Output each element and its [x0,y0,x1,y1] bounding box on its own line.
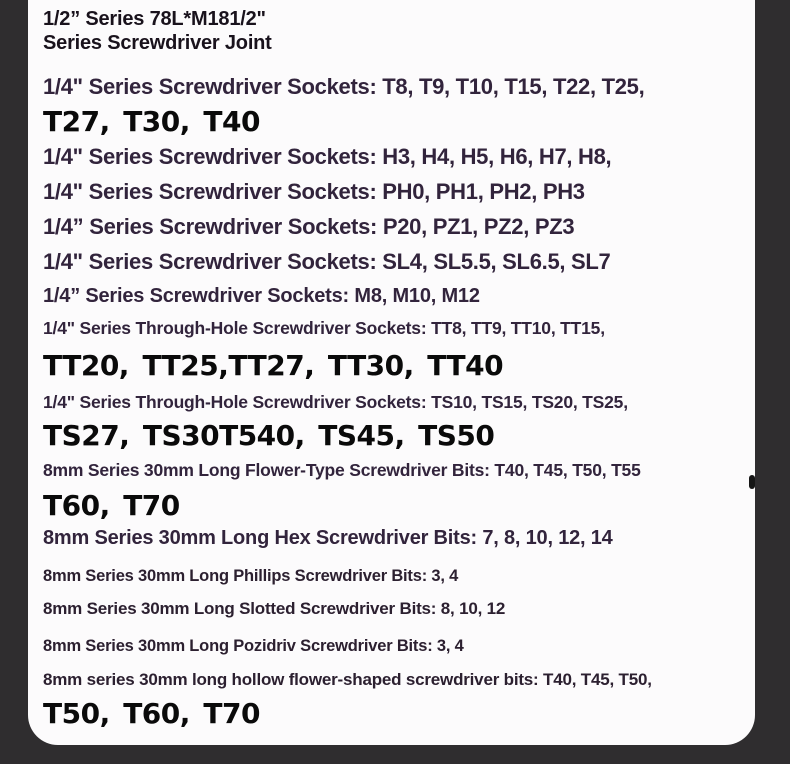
scrollbar-thumb[interactable] [749,475,755,489]
product-title-line-1: 1/2” Series 78L*M181/2" [43,8,266,30]
spec-line-hollow-flower-bits: 8mm series 30mm long hollow flower-shaped screwdriver bits: T40, T45, T50, [43,670,652,689]
spec-line-hollow-flower-sizes: T50, T60, T70 [43,697,260,730]
spec-line-m-sockets: 1/4” Series Screwdriver Sockets: M8, M10, M12 [43,285,480,307]
spec-line-slotted-bits: 8mm Series 30mm Long Slotted Screwdriver Bits: 8, 10, 12 [43,599,506,618]
spec-line-flower-sizes: T60, T70 [43,489,180,522]
spec-line-through-hole-tt: 1/4" Series Through-Hole Screwdriver Sockets: TT8, TT9, TT10, TT15, [43,318,605,338]
spec-line-pz-sockets: 1/4” Series Screwdriver Sockets: P20, PZ1, PZ2, PZ3 [43,214,575,239]
product-title-line-2: Series Screwdriver Joint [43,32,272,54]
spec-line-sl-sockets: 1/4" Series Screwdriver Sockets: SL4, SL5.5, SL6.5, SL7 [43,249,611,274]
spec-list [28,0,755,745]
spec-line-pozidriv-bits: 8mm Series 30mm Long Pozidriv Screwdriver Bits: 3, 4 [43,637,464,655]
spec-line-hex-bits: 8mm Series 30mm Long Hex Screwdriver Bits: 7, 8, 10, 12, 14 [43,527,613,549]
product-description-card [28,0,755,745]
spec-line-phillips-bits: 8mm Series 30mm Long Phillips Screwdriver Bits: 3, 4 [43,567,459,585]
spec-line-ph-sockets: 1/4" Series Screwdriver Sockets: PH0, PH1, PH2, PH3 [43,179,585,204]
spec-line-ts-sizes: TS27, TS30T540, TS45, TS50 [43,419,495,452]
spec-line-hex-sockets: 1/4" Series Screwdriver Sockets: H3, H4, H5, H6, H7, H8, [43,144,612,169]
spec-line-through-hole-ts: 1/4" Series Through-Hole Screwdriver Sockets: TS10, TS15, TS20, TS25, [43,392,628,412]
spec-line-torx-sockets: 1/4" Series Screwdriver Sockets: T8, T9, T10, T15, T22, T25, [43,74,645,99]
spec-line-torx-sizes: T27, T30, T40 [43,105,260,138]
spec-line-tt-sizes: TT20, TT25,TT27, TT30, TT40 [43,349,504,382]
spec-line-flower-bits: 8mm Series 30mm Long Flower-Type Screwdriver Bits: T40, T45, T50, T55 [43,460,641,480]
